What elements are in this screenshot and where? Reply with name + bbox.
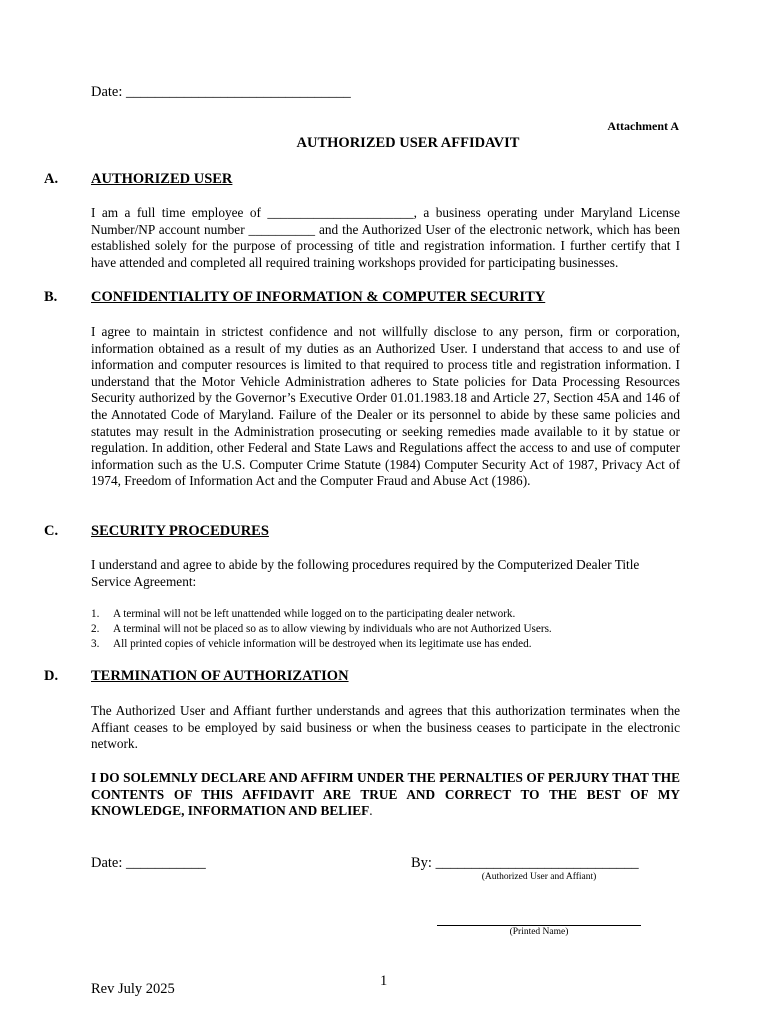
declaration-period: .	[369, 803, 373, 819]
declaration-text: I DO SOLEMNLY DECLARE AND AFFIRM UNDER THE PERNALTIES OF PERJURY THAT THE CONTENTS OF THIS AFFIDAVIT ARE TRUE AND CORRECT TO THE BEST OF MY KNOWLEDGE, INFORMATION AND BELIEF	[91, 770, 680, 819]
signature-by-field[interactable]: By: ____________________________	[411, 855, 639, 871]
section-c-letter: C.	[44, 523, 59, 539]
printed-name-line[interactable]	[437, 925, 641, 926]
signature-date-field[interactable]: Date: ___________	[91, 855, 206, 871]
revision-label: Rev July 2025	[91, 981, 175, 997]
declaration	[91, 770, 680, 820]
section-a-heading: AUTHORIZED USER	[91, 171, 233, 187]
page-number: 1	[380, 973, 388, 989]
section-a-letter: A.	[44, 171, 59, 187]
section-b-body: I agree to maintain in strictest confidence and not willfully disclose to any person, firm or corporation, information obtained as a result of my duties as an Authorized User. I understand that access to and use of information and computer resources is limited to that required to process title and registration information. I understand that the Motor Vehicle Administration adheres to State policies for Data Processing Resources Security authorized by the Governor’s Executive Order 01.01.1983.18 and Article 27, Section 45A and 146 of the Annotated Code of Maryland. Failure of the Dealer or its personnel to abide by these same policies and statutes may result in the Administration prosecuting or seeking remedies made available to it by statue or regulation. In addition, other Federal and State Laws and Regulations affect the access to and use of computer information such as the U.S. Computer Crime Statute (1984) Computer Security Act of 1987, Privacy Act of 1974, Freedom of Information Act and the Computer Fraud and Abuse Act (1986).	[91, 324, 680, 489]
section-b-heading: CONFIDENTIALITY OF INFORMATION & COMPUTER SECURITY	[91, 289, 546, 305]
list-item	[91, 622, 680, 637]
list-item	[91, 607, 680, 622]
procedures-list	[91, 607, 680, 652]
section-b-letter: B.	[44, 289, 58, 305]
list-item-number: 3.	[91, 638, 100, 650]
printed-name-caption: (Printed Name)	[509, 927, 569, 937]
section-d-body: The Authorized User and Affiant further understands and agrees that this authorization terminates when the Affiant ceases to be employed by said business or when the business ceases to participate in the electronic network.	[91, 703, 680, 752]
list-item-number: 1.	[91, 608, 100, 620]
section-d-letter: D.	[44, 668, 59, 684]
section-d-heading: TERMINATION OF AUTHORIZATION	[91, 668, 349, 684]
section-a-body: I am a full time employee of ______________________, a business operating under Maryland License Number/NP account number __________ and the Authorized User of the electronic network, which has been established solely for the purpose of processing of title and registration information. I further certify that I have attended and completed all required training workshops provided for participating businesses.	[91, 205, 680, 270]
affiant-caption: (Authorized User and Affiant)	[481, 872, 597, 882]
attachment-label: Attachment A	[607, 119, 679, 133]
document-title: AUTHORIZED USER AFFIDAVIT	[296, 135, 520, 151]
list-item-text: A terminal will not be placed so as to allow viewing by individuals who are not Authorized Users.	[113, 623, 552, 635]
section-c-body: I understand and agree to abide by the following procedures required by the Computerized Dealer Title Service Agreement:	[91, 557, 640, 589]
list-item-number: 2.	[91, 623, 100, 635]
section-c-heading: SECURITY PROCEDURES	[91, 523, 269, 539]
list-item	[91, 637, 680, 652]
list-item-text: All printed copies of vehicle information will be destroyed when its legitimate use has ended.	[113, 638, 532, 650]
date-field[interactable]: Date: _______________________________	[91, 84, 351, 100]
list-item-text: A terminal will not be left unattended while logged on to the participating dealer network.	[113, 608, 516, 620]
